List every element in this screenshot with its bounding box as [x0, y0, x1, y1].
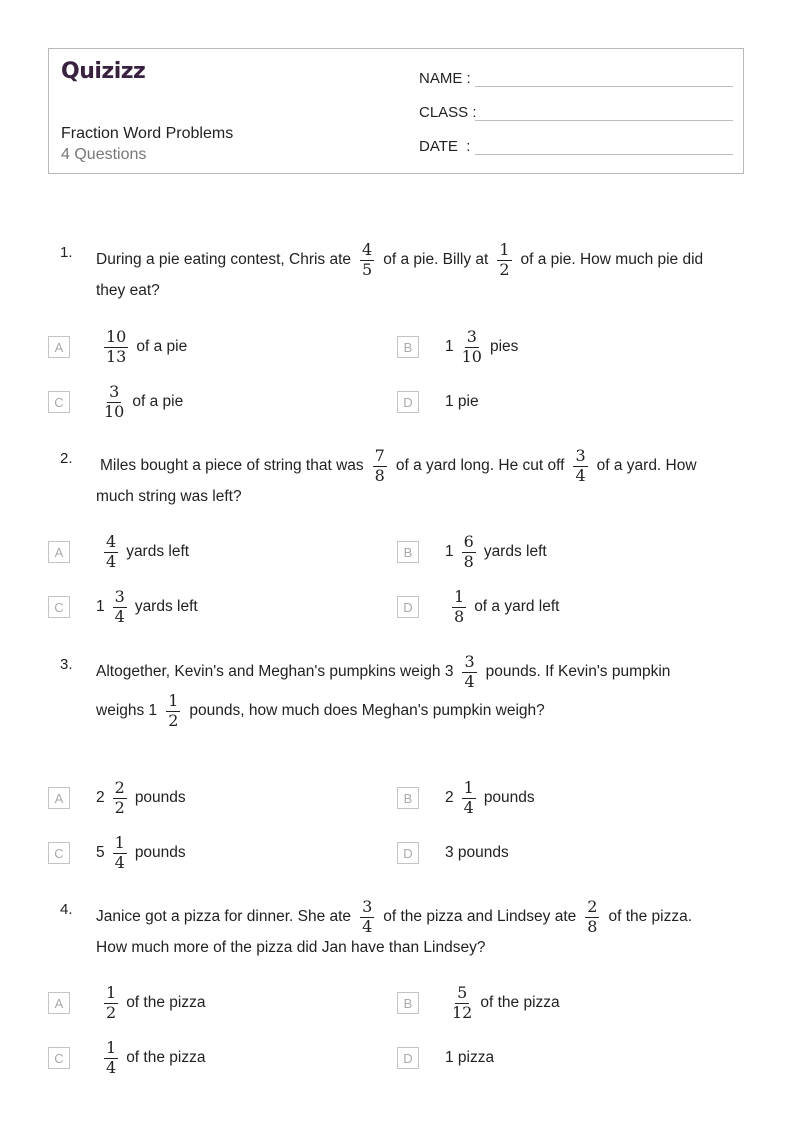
option-whole: 1: [445, 543, 454, 560]
numerator: 4: [362, 239, 373, 259]
fraction: [104, 326, 128, 366]
option-text: yards left: [126, 543, 190, 560]
fraction: [462, 651, 476, 691]
question-text-segment: How much more of the pizza did Jan have than Lindsey?: [96, 939, 486, 956]
numerator: 5: [457, 982, 468, 1002]
option-a-box[interactable]: A: [48, 992, 70, 1014]
numerator: 2: [114, 777, 125, 797]
option-text: of a yard left: [474, 598, 560, 615]
denominator: 2: [106, 1002, 117, 1022]
fraction: [462, 777, 476, 817]
numerator: 3: [362, 896, 373, 916]
name-line[interactable]: [475, 68, 733, 87]
question-text-segment: Janice got a pizza for dinner. She ate: [96, 908, 352, 925]
question-text-segment: of the pizza and Lindsey ate: [383, 908, 577, 925]
numerator: 6: [463, 531, 474, 551]
numerator: 1: [463, 777, 474, 797]
date-field: [419, 131, 733, 155]
denominator: 8: [374, 465, 385, 485]
question-text-segment: of a yard. How: [596, 457, 697, 474]
fraction: [585, 896, 599, 936]
option-b-box[interactable]: B: [397, 787, 419, 809]
fraction: [452, 982, 473, 1022]
numerator: 10: [106, 326, 127, 346]
fraction: [104, 982, 118, 1022]
option-text: of the pizza: [126, 1049, 206, 1066]
option-d-box[interactable]: D: [397, 596, 419, 618]
option-d[interactable]: [445, 1038, 494, 1078]
fraction: [104, 1037, 118, 1077]
name-label: NAME :: [419, 70, 471, 87]
option-a[interactable]: [104, 327, 187, 367]
option-text: of a pie: [132, 393, 184, 410]
option-d[interactable]: [452, 587, 559, 627]
option-a[interactable]: [104, 983, 205, 1023]
denominator: 12: [452, 1002, 473, 1022]
question-number: 2.: [60, 450, 73, 467]
option-a-box[interactable]: A: [48, 787, 70, 809]
option-text: pounds: [134, 844, 186, 861]
question-text-segment: Altogether, Kevin's and Meghan's pumpkins weigh 3: [96, 663, 454, 680]
option-d-box[interactable]: D: [397, 391, 419, 413]
denominator: 10: [461, 346, 482, 366]
fraction: [497, 239, 511, 279]
option-whole: 2: [445, 789, 454, 806]
denominator: 8: [587, 916, 598, 936]
option-b[interactable]: [452, 983, 560, 1023]
option-d-box[interactable]: D: [397, 842, 419, 864]
fraction: [113, 832, 127, 872]
numerator: 4: [106, 531, 117, 551]
numerator: 1: [106, 982, 117, 1002]
denominator: 2: [114, 797, 125, 817]
option-whole: 5: [96, 844, 105, 861]
option-c[interactable]: [104, 382, 183, 422]
denominator: 4: [463, 797, 474, 817]
option-text: 3 pounds: [445, 844, 509, 861]
quizizz-logo: Quizizz: [61, 59, 146, 84]
fraction: [360, 896, 374, 936]
fraction: [462, 531, 476, 571]
option-b-box[interactable]: B: [397, 541, 419, 563]
worksheet-title: Fraction Word Problems: [61, 125, 234, 142]
date-line[interactable]: [475, 136, 733, 155]
option-c-box[interactable]: C: [48, 1047, 70, 1069]
question-text-segment: of a yard long. He cut off: [395, 457, 565, 474]
question-number: 1.: [60, 244, 73, 261]
option-text: of the pizza: [126, 994, 206, 1011]
option-text: yards left: [483, 543, 547, 560]
class-field: [419, 97, 733, 121]
denominator: 13: [106, 346, 127, 366]
numerator: 2: [587, 896, 598, 916]
fraction: [360, 239, 374, 279]
option-c[interactable]: [96, 833, 186, 873]
denominator: 4: [106, 1057, 117, 1077]
question-text-segment: pounds. If Kevin's pumpkin: [485, 663, 671, 680]
option-b[interactable]: [445, 532, 547, 572]
fraction: [373, 445, 387, 485]
numerator: 1: [114, 832, 125, 852]
question-text-segment: they eat?: [96, 282, 160, 299]
option-d[interactable]: [445, 833, 509, 873]
denominator: 5: [362, 259, 373, 279]
question-text-segment: of a pie. Billy at: [383, 251, 489, 268]
denominator: 2: [499, 259, 510, 279]
question-text-segment: much string was left?: [96, 488, 242, 505]
date-label: DATE :: [419, 138, 471, 155]
option-whole: 1: [96, 598, 105, 615]
option-b-box[interactable]: B: [397, 992, 419, 1014]
option-c-box[interactable]: C: [48, 391, 70, 413]
option-text: of the pizza: [480, 994, 560, 1011]
numerator: 7: [374, 445, 385, 465]
fraction: [113, 586, 127, 626]
option-b[interactable]: [445, 778, 535, 818]
option-c-box[interactable]: C: [48, 842, 70, 864]
option-text: of a pie: [136, 338, 188, 355]
numerator: 3: [114, 586, 125, 606]
option-whole: 1: [445, 338, 454, 355]
class-label: CLASS :: [419, 104, 477, 121]
fraction: [113, 777, 127, 817]
option-text: 1 pizza: [445, 1049, 495, 1066]
option-whole: 2: [96, 789, 105, 806]
option-text: yards left: [134, 598, 198, 615]
denominator: 4: [464, 671, 475, 691]
option-d[interactable]: [445, 382, 479, 422]
option-c[interactable]: [104, 1038, 205, 1078]
option-text: pies: [489, 338, 519, 355]
numerator: 3: [466, 326, 477, 346]
option-b-box[interactable]: B: [397, 336, 419, 358]
class-line[interactable]: [475, 102, 733, 121]
question-number: 3.: [60, 656, 73, 673]
fraction: [461, 326, 482, 366]
question-count: 4 Questions: [61, 146, 147, 163]
question-text-segment: During a pie eating contest, Chris ate: [96, 251, 352, 268]
question-text-segment: of a pie. How much pie did: [520, 251, 704, 268]
option-d-box[interactable]: D: [397, 1047, 419, 1069]
option-c-box[interactable]: C: [48, 596, 70, 618]
option-text: 1 pie: [445, 393, 479, 410]
question-text-segment: Miles bought a piece of string that was: [100, 457, 364, 474]
question-number: 4.: [60, 901, 73, 918]
denominator: 4: [114, 852, 125, 872]
fraction: [104, 531, 118, 571]
question-text-segment: pounds, how much does Meghan's pumpkin weigh?: [189, 702, 545, 719]
denominator: 8: [454, 606, 465, 626]
numerator: 3: [575, 445, 586, 465]
numerator: 1: [106, 1037, 117, 1057]
denominator: 4: [106, 551, 117, 571]
denominator: 10: [104, 401, 125, 421]
question-text-segment: weighs 1: [96, 702, 158, 719]
option-text: pounds: [483, 789, 535, 806]
fraction: [452, 586, 466, 626]
question-text-segment: of the pizza.: [608, 908, 693, 925]
numerator: 3: [464, 651, 475, 671]
numerator: 1: [168, 690, 179, 710]
denominator: 4: [575, 465, 586, 485]
denominator: 2: [168, 710, 179, 730]
option-a-box[interactable]: A: [48, 336, 70, 358]
option-a[interactable]: [104, 532, 189, 572]
numerator: 3: [109, 381, 120, 401]
denominator: 4: [114, 606, 125, 626]
numerator: 1: [454, 586, 465, 606]
option-a[interactable]: [96, 778, 186, 818]
denominator: 8: [463, 551, 474, 571]
fraction: [573, 445, 587, 485]
denominator: 4: [362, 916, 373, 936]
option-a-box[interactable]: A: [48, 541, 70, 563]
worksheet-header: [48, 48, 744, 174]
name-field: [419, 63, 733, 87]
option-b[interactable]: [445, 327, 518, 367]
option-c[interactable]: [96, 587, 198, 627]
fraction: [104, 381, 125, 421]
fraction: [166, 690, 180, 730]
numerator: 1: [499, 239, 510, 259]
option-text: pounds: [134, 789, 186, 806]
